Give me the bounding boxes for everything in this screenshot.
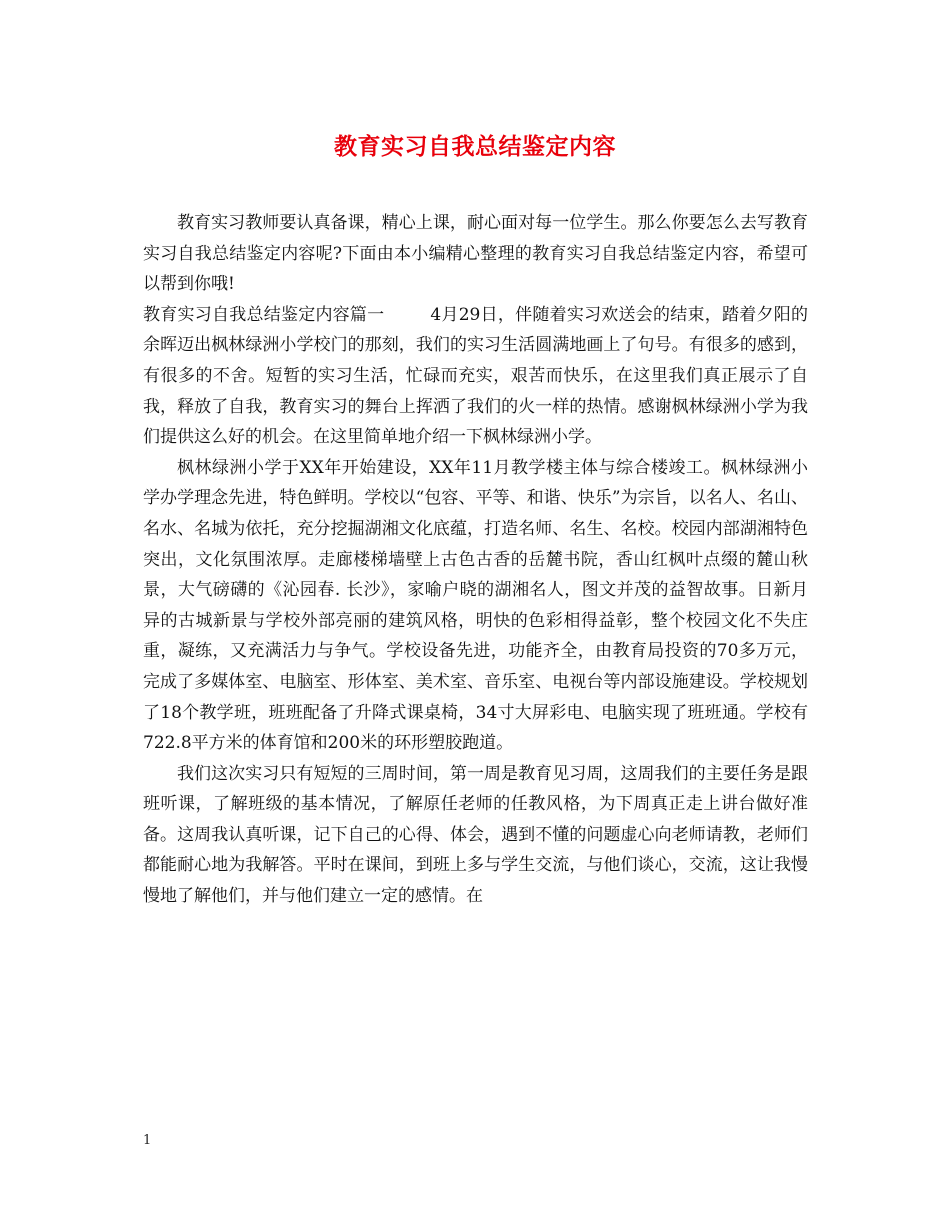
section-heading: 教育实习自我总结鉴定内容篇一 [143, 304, 385, 325]
paragraph-intro: 教育实习教师要认真备课，精心上课，耐心面对每一位学生。那么你要怎么去写教育实习自我总结鉴定内容呢?下面由本小编精心整理的教育实习自我总结鉴定内容，希望可以帮到你哦! [143, 213, 808, 295]
section-one-text: 4月29日，伴随着实习欢送会的结束，踏着夕阳的余晖迈出枫林绿洲小学校门的那刻，我们的实习生活圆满地画上了句号。有很多的感到，有很多的不舍。短暂的实习生活，忙碌而充实，艰苦而快乐，在这里我们真正展示了自我，释放了自我，教育实习的舞台上挥洒了我们的火一样的热情。感谢枫林绿洲小学为我们提供这么好的机会。在这里简单地介绍一下枫林绿洲小学。 [143, 304, 808, 448]
document-title: 教育实习自我总结鉴定内容 [334, 133, 616, 160]
document-body [143, 208, 808, 912]
paragraph-section-one [143, 300, 808, 453]
paragraph-internship-week: 我们这次实习只有短短的三周时间，第一周是教育见习周，这周我们的主要任务是跟班听课，了解班级的基本情况，了解原任老师的任教风格，为下周真正走上讲台做好准备。这周我认真听课，记下自己的心得、体会，遇到不懂的问题虚心向老师请教，老师们都能耐心地为我解答。平时在课间，到班上多与学生交流，与他们谈心，交流，这让我慢慢地了解他们，并与他们建立一定的感情。在 [143, 763, 808, 907]
page-number: 1 [143, 1133, 152, 1148]
paragraph-school-intro: 枫林绿洲小学于XX年开始建设，XX年11月教学楼主体与综合楼竣工。枫林绿洲小学办学理念先进，特色鲜明。学校以“包容、平等、和谐、快乐”为宗旨，以名人、名山、名水、名城为依托，充分挖掘湖湘文化底蕴，打造名师、名生、名校。校园内部湖湘特色突出，文化氛围浓厚。走廊楼梯墙壁上古色古香的岳麓书院，香山红枫叶点缀的麓山秋景，大气磅礴的《沁园春. 长沙》，家喻户晓的湖湘名人，图文并茂的益智故事。日新月异的古城新景与学校外部亮丽的建筑风格，明快的色彩相得益彰，整个校园文化不失庄重，凝练，又充满活力与争气。学校设备先进，功能齐全，由教育局投资的70多万元，完成了多媒体室、电脑室、形体室、美术室、音乐室、电视台等内部设施建设。学校规划了18个教学班，班班配备了升降式课桌椅，34寸大屏彩电、电脑实现了班班通。学校有722.8平方米的体育馆和200米的环形塑胶跑道。 [143, 457, 808, 754]
